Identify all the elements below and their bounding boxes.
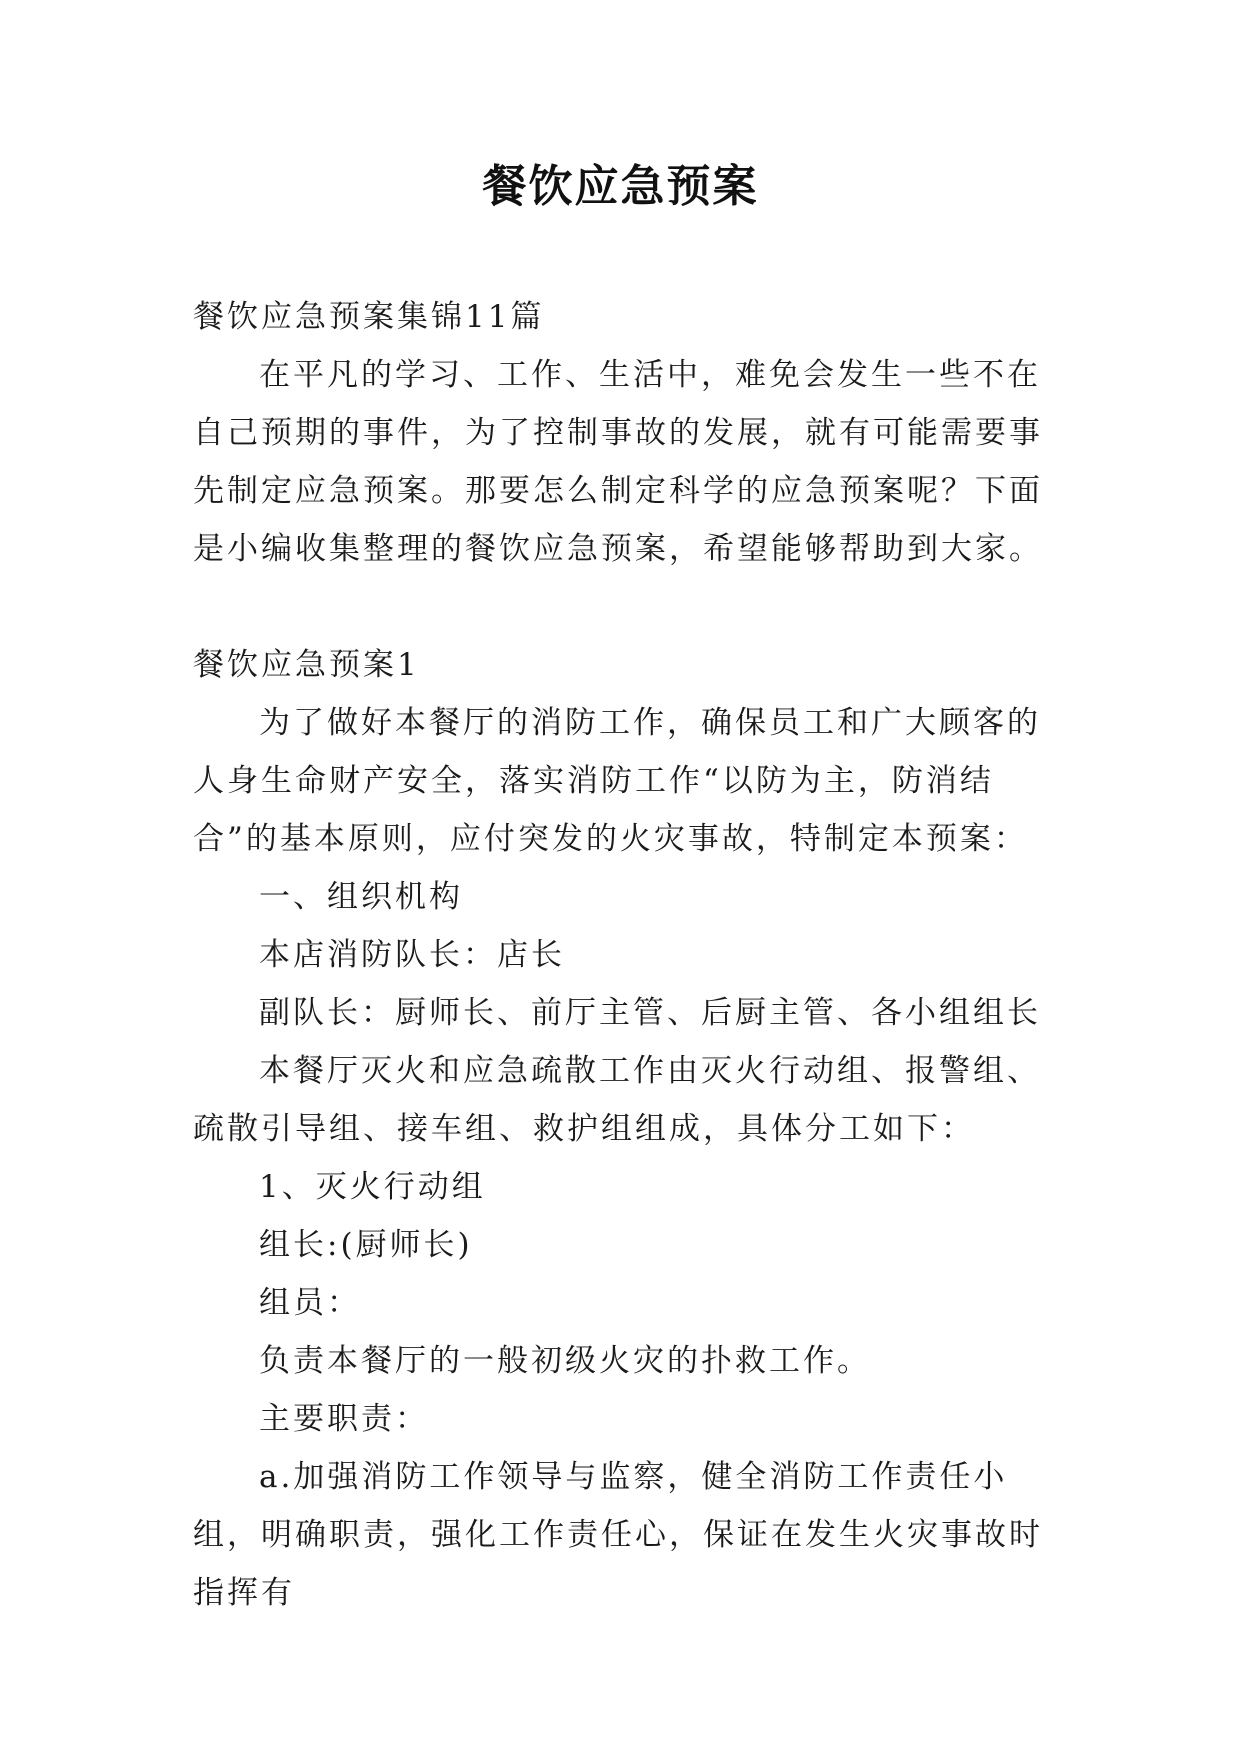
body-paragraph: 负责本餐厅的一般初级火灾的扑救工作。 — [259, 1343, 871, 1379]
section-heading: 餐饮应急预案1 — [193, 647, 420, 683]
section-spacer — [193, 578, 1053, 636]
intro-paragraph: 在平凡的学习、工作、生活中，难免会发生一些不在自己预期的事件，为了控制事故的发展，就有可能需要事先制定应急预案。那要怎么制定科学的应急预案呢？下面是小编收集整理的餐饮应急预案，希望能够帮助到大家。 — [193, 357, 1043, 567]
body-paragraph: 一、组织机构 — [259, 879, 463, 915]
collection-heading: 餐饮应急预案集锦11篇 — [193, 299, 545, 335]
body-paragraph: 主要职责： — [259, 1401, 429, 1437]
body-paragraph: 本店消防队长：店长 — [259, 937, 565, 973]
body-paragraph: 1、灭火行动组 — [259, 1169, 486, 1205]
body-paragraph: 组员： — [259, 1285, 361, 1321]
body-paragraph: a.加强消防工作领导与监察，健全消防工作责任小组，明确职责，强化工作责任心，保证在发生火灾事故时指挥有 — [193, 1459, 1043, 1611]
body-paragraph: 本餐厅灭火和应急疏散工作由灭火行动组、报警组、疏散引导组、接车组、救护组组成，具体分工如下： — [193, 1053, 1041, 1147]
body-paragraph: 为了做好本餐厅的消防工作，确保员工和广大顾客的人身生命财产安全，落实消防工作“以防为主，防消结合”的基本原则，应付突发的火灾事故，特制定本预案： — [193, 705, 1041, 857]
document-body — [193, 288, 1053, 1622]
document-title: 餐饮应急预案 — [482, 161, 759, 212]
body-paragraph: 组长:(厨师长) — [259, 1227, 473, 1263]
body-paragraph: 副队长：厨师长、前厅主管、后厨主管、各小组组长 — [259, 995, 1041, 1031]
